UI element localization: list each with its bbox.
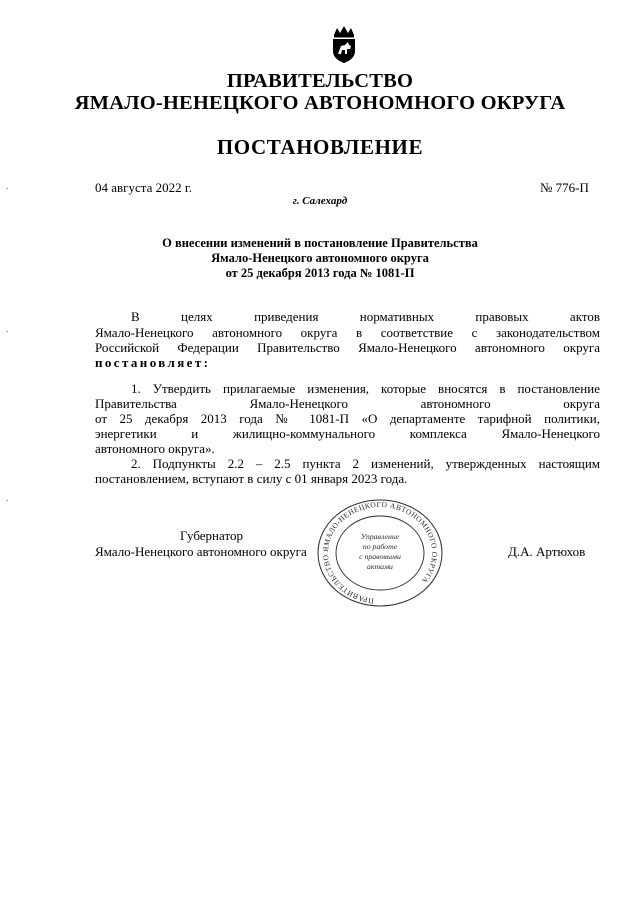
org-name-line2: ЯМАЛО-НЕНЕЦКОГО АВТОНОМНОГО ОКРУГА [74,92,566,114]
item1-line1: 1. Утвердить прилагаемые изменения, которые вносятся в постановление [131,381,600,396]
preamble-resolution-word: постановляет: [95,355,211,370]
preamble-line1: В целях приведения нормативных правовых актов [131,309,600,324]
preamble-line3: Российской Федерации Правительство Ямало-Ненецкого автономного округа [95,340,600,355]
item1-line4: энергетики и жилищно-коммунального комплекса Ямало-Ненецкого [95,426,600,441]
stamp-inner-line3: с правовыми [359,552,401,561]
preamble-line2: Ямало-Ненецкого автономного округа в соответствие с законодательством [95,325,600,340]
signer-position-line1: Губернатор [180,528,243,543]
scan-margin-mark [6,188,8,189]
item2-line2: постановлением, вступают в силу с 01 января 2023 года. [95,471,408,486]
coat-of-arms-icon [327,24,361,64]
scan-margin-mark [6,500,8,501]
stamp-inner-line2: по работе [362,542,398,551]
document-date: 04 августа 2022 г. [95,180,192,195]
document-city: г. Салехард [292,195,348,207]
stamp-inner-line4: актами [367,562,393,571]
signer-position-line2: Ямало-Ненецкого автономного округа [95,544,307,559]
document-title-line2: Ямало-Ненецкого автономного округа [211,251,429,265]
item1-line5: автономного округа». [95,441,215,456]
document-number: № 776-П [540,180,589,195]
document-type: ПОСТАНОВЛЕНИЕ [216,135,424,159]
document-title-line3: от 25 декабря 2013 года № 1081-П [225,266,415,280]
scan-margin-mark [6,331,8,332]
document-title-line1: О внесении изменений в постановление Правительства [162,236,478,250]
signer-name: Д.А. Артюхов [508,544,586,559]
item1-line3: от 25 декабря 2013 года № 1081-П «О департаменте тарифной политики, [95,411,600,426]
official-stamp [315,497,445,607]
stamp-ring-text: ПРАВИТЕЛЬСТВО ЯМАЛО-НЕНЕЦКОГО АВТОНОМНОГО ОКРУГА [320,499,440,606]
org-name-line1: ПРАВИТЕЛЬСТВО [226,70,414,92]
stamp-inner-line1: Управление [360,532,400,541]
item1-line2: Правительства Ямало-Ненецкого автономного округа [95,396,600,411]
item2-line1: 2. Подпункты 2.2 – 2.5 пункта 2 изменений, утвержденных настоящим [131,456,600,471]
